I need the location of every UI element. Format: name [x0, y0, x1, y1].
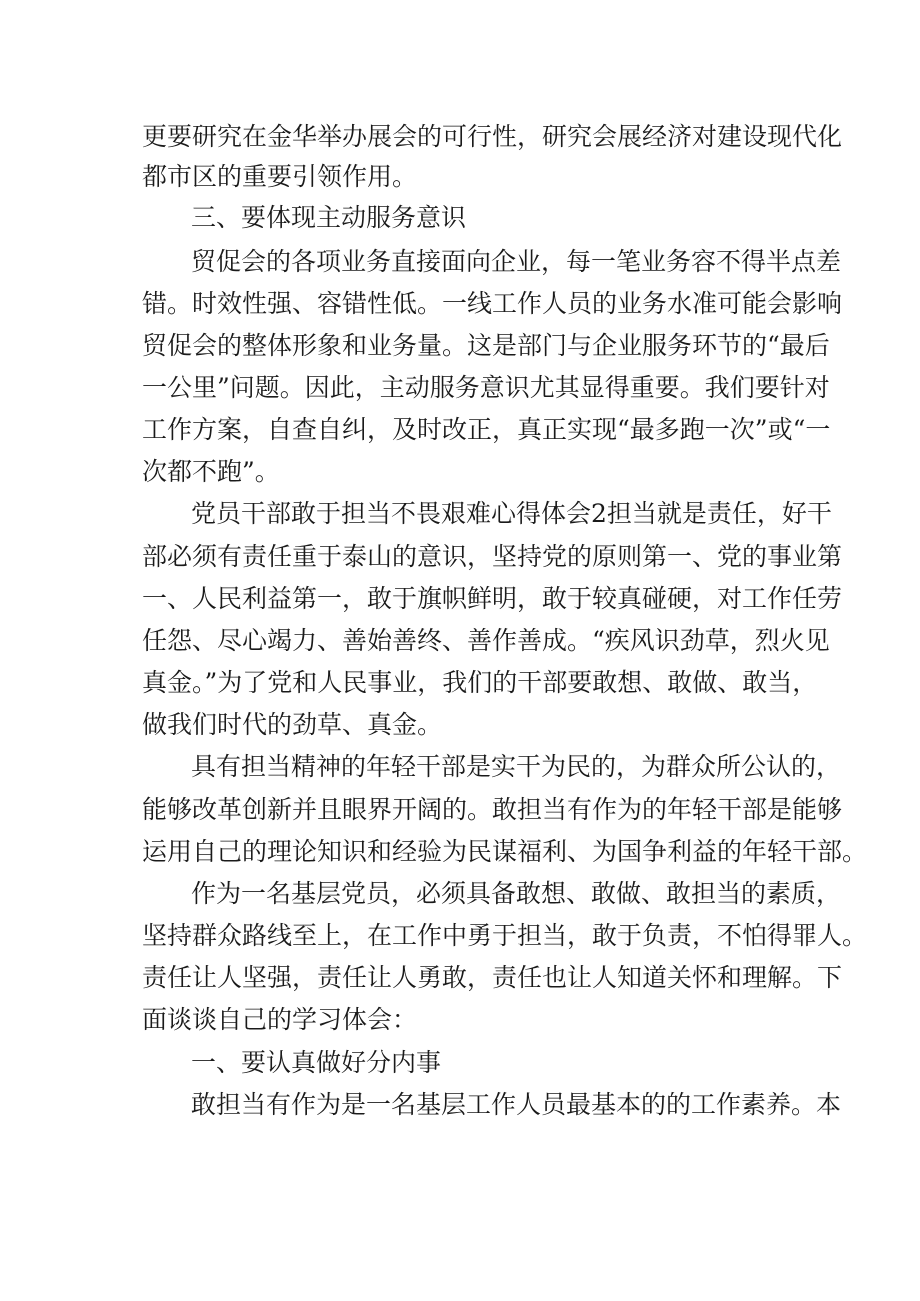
text-line: 错。时效性强、容错性低。一线工作人员的业务水准可能会影响	[142, 289, 843, 318]
text-line: 一公里”问题。因此，主动服务意识尤其显得重要。我们要针对	[142, 373, 830, 402]
section-heading: 一、要认真做好分内事	[191, 1048, 442, 1077]
text-line: 能够改革创新并且眼界开阔的。敢担当有作为的年轻干部是能够	[142, 795, 843, 824]
text-line: 坚持群众路线至上，在工作中勇于担当，敢于负责，不怕得罪人。	[142, 921, 868, 950]
text-line: 面谈谈自己的学习体会：	[142, 1005, 418, 1034]
text-line: 真金。”为了党和人民事业，我们的干部要敢想、敢做、敢当，	[142, 668, 818, 697]
text-line: 都市区的重要引领作用。	[142, 162, 418, 191]
text-line: 更要研究在金华举办展会的可行性，研究会展经济对建设现代化	[142, 122, 843, 151]
section-heading: 三、要体现主动服务意识	[191, 203, 467, 232]
paragraph-start: 具有担当精神的年轻干部是实干为民的，为群众所公认的，	[191, 752, 842, 781]
text-line: 责任让人坚强，责任让人勇敢，责任也让人知道关怀和理解。下	[142, 963, 843, 992]
text-line: 任怨、尽心竭力、善始善终、善作善成。“疾风识劲草，烈火见	[142, 626, 830, 655]
text-line: 运用自己的理论知识和经验为民谋福利、为国争利益的年轻干部。	[142, 837, 868, 866]
text-line: 次都不跑”。	[142, 457, 280, 486]
text-line: 一、人民利益第一，敢于旗帜鲜明，敢于较真碰硬，对工作任劳	[142, 584, 843, 613]
text-line: 贸促会的整体形象和业务量。这是部门与企业服务环节的“最后	[142, 331, 830, 360]
paragraph-start: 作为一名基层党员，必须具备敢想、敢做、敢担当的素质，	[191, 879, 842, 908]
text-line: 做我们时代的劲草、真金。	[142, 710, 443, 739]
text-line: 工作方案，自查自纠，及时改正，真正实现“最多跑一次”或“一	[142, 415, 831, 444]
paragraph-start: 贸促会的各项业务直接面向企业，每一笔业务容不得半点差	[191, 247, 842, 276]
text-line: 部必须有责任重于泰山的意识，坚持党的原则第一、党的事业第	[142, 542, 843, 571]
paragraph-start: 党员干部敢于担当不畏艰难心得体会2担当就是责任，好干	[191, 499, 832, 528]
paragraph-start: 敢担当有作为是一名基层工作人员最基本的的工作素养。本	[191, 1090, 842, 1119]
